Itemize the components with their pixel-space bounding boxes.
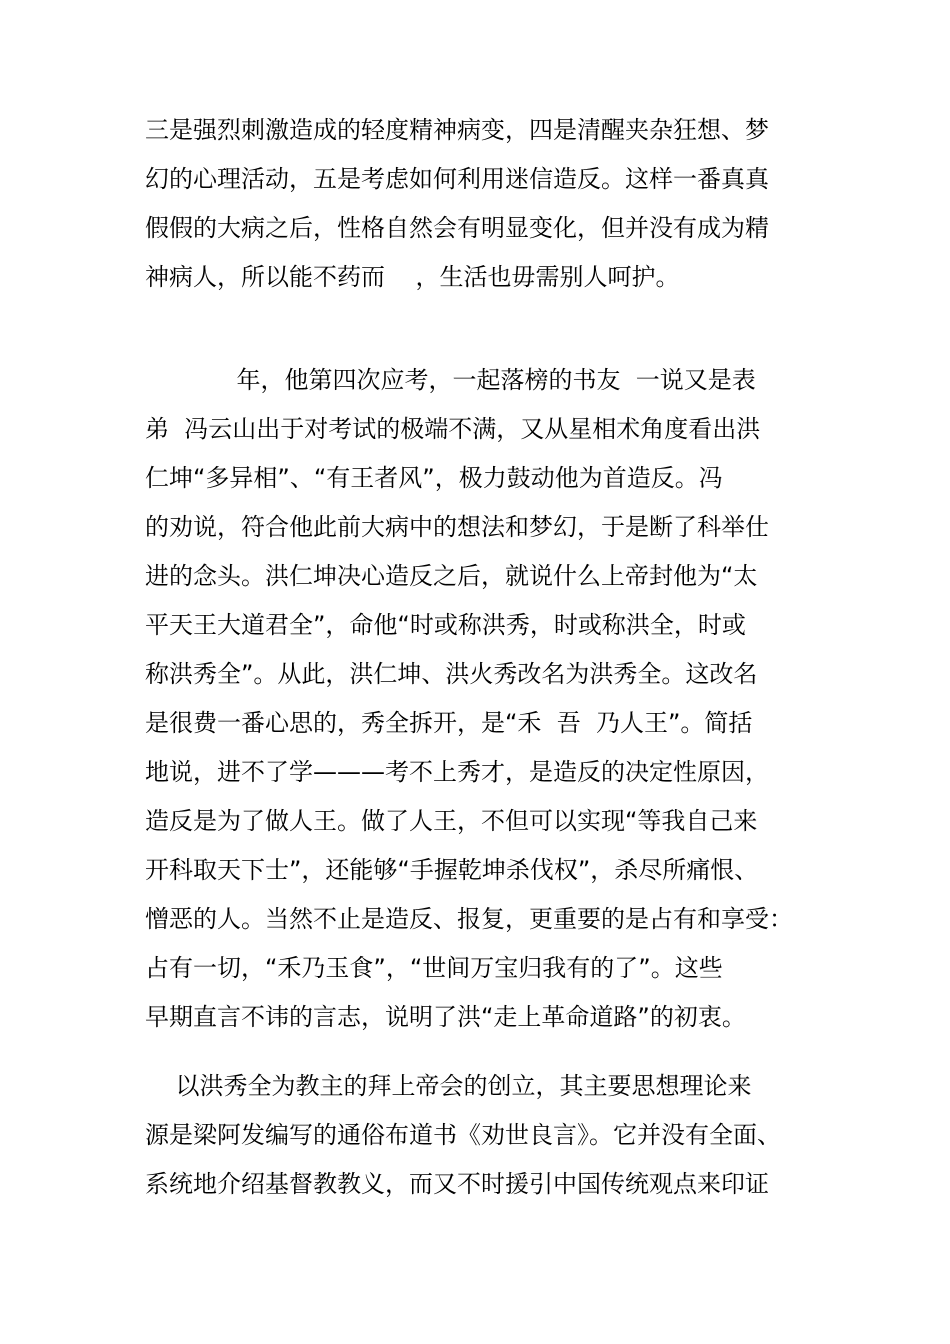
paragraph-1-line-3: 假假的大病之后，性格自然会有明显变化，但并没有成为精	[145, 214, 769, 242]
paragraph-2-line-1: 年，他第四次应考，一起落榜的书友 一说又是表	[145, 366, 756, 394]
paragraph-2-line-11: 开科取天下士”，还能够“手握乾坤杀伐权”，杀尽所痛恨、	[145, 856, 759, 884]
paragraph-2-line-3: 仁坤“多异相”、“有王者风”，极力鼓动他为首造反。冯	[145, 464, 723, 492]
paragraph-2-line-9: 地说，进不了学———考不上秀才，是造反的决定性原因，	[145, 758, 769, 786]
paragraph-1-line-2: 幻的心理活动，五是考虑如何利用迷信造反。这样一番真真	[145, 165, 769, 193]
paragraph-1-line-1: 三是强烈刺激造成的轻度精神病变，四是清醒夹杂狂想、梦	[145, 116, 769, 144]
paragraph-1-line-4: 神病人，所以能不药而 ，生活也毋需别人呵护。	[145, 263, 680, 291]
paragraph-2-line-12: 憎恶的人。当然不止是造反、报复，更重要的是占有和享受：	[145, 905, 793, 933]
paragraph-2-line-7: 称洪秀全”。从此，洪仁坤、洪火秀改名为洪秀全。这改名	[145, 660, 758, 688]
paragraph-2-line-10: 造反是为了做人王。做了人王，不但可以实现“等我自己来	[145, 807, 758, 835]
paragraph-2-line-5: 进的念头。洪仁坤决心造反之后，就说什么上帝封他为“太	[145, 562, 758, 590]
paragraph-3-line-3: 系统地介绍基督教教义，而又不时援引中国传统观点来印证	[145, 1170, 769, 1198]
paragraph-3-line-1: 以洪秀全为教主的拜上帝会的创立，其主要思想理论来	[145, 1072, 752, 1100]
paragraph-2-line-2: 弟 冯云山出于对考试的极端不满，又从星相术角度看出洪	[145, 415, 761, 443]
paragraph-3-line-2: 源是梁阿发编写的通俗布道书《劝世良言》。它并没有全面、	[145, 1121, 781, 1149]
paragraph-2-line-14: 早期直言不讳的言志，说明了洪“走上革命道路”的初衷。	[145, 1003, 746, 1031]
paragraph-2-line-4: 的劝说，符合他此前大病中的想法和梦幻，于是断了科举仕	[145, 513, 769, 541]
paragraph-2-line-13: 占有一切，“禾乃玉食”，“世间万宝归我有的了”。这些	[145, 954, 723, 982]
paragraph-2-line-8: 是很费一番心思的，秀全拆开，是“禾 吾 乃人王”。简括	[145, 709, 753, 737]
paragraph-2-line-6: 平天王大道君全”，命他“时或称洪秀，时或称洪全，时或	[145, 611, 746, 639]
